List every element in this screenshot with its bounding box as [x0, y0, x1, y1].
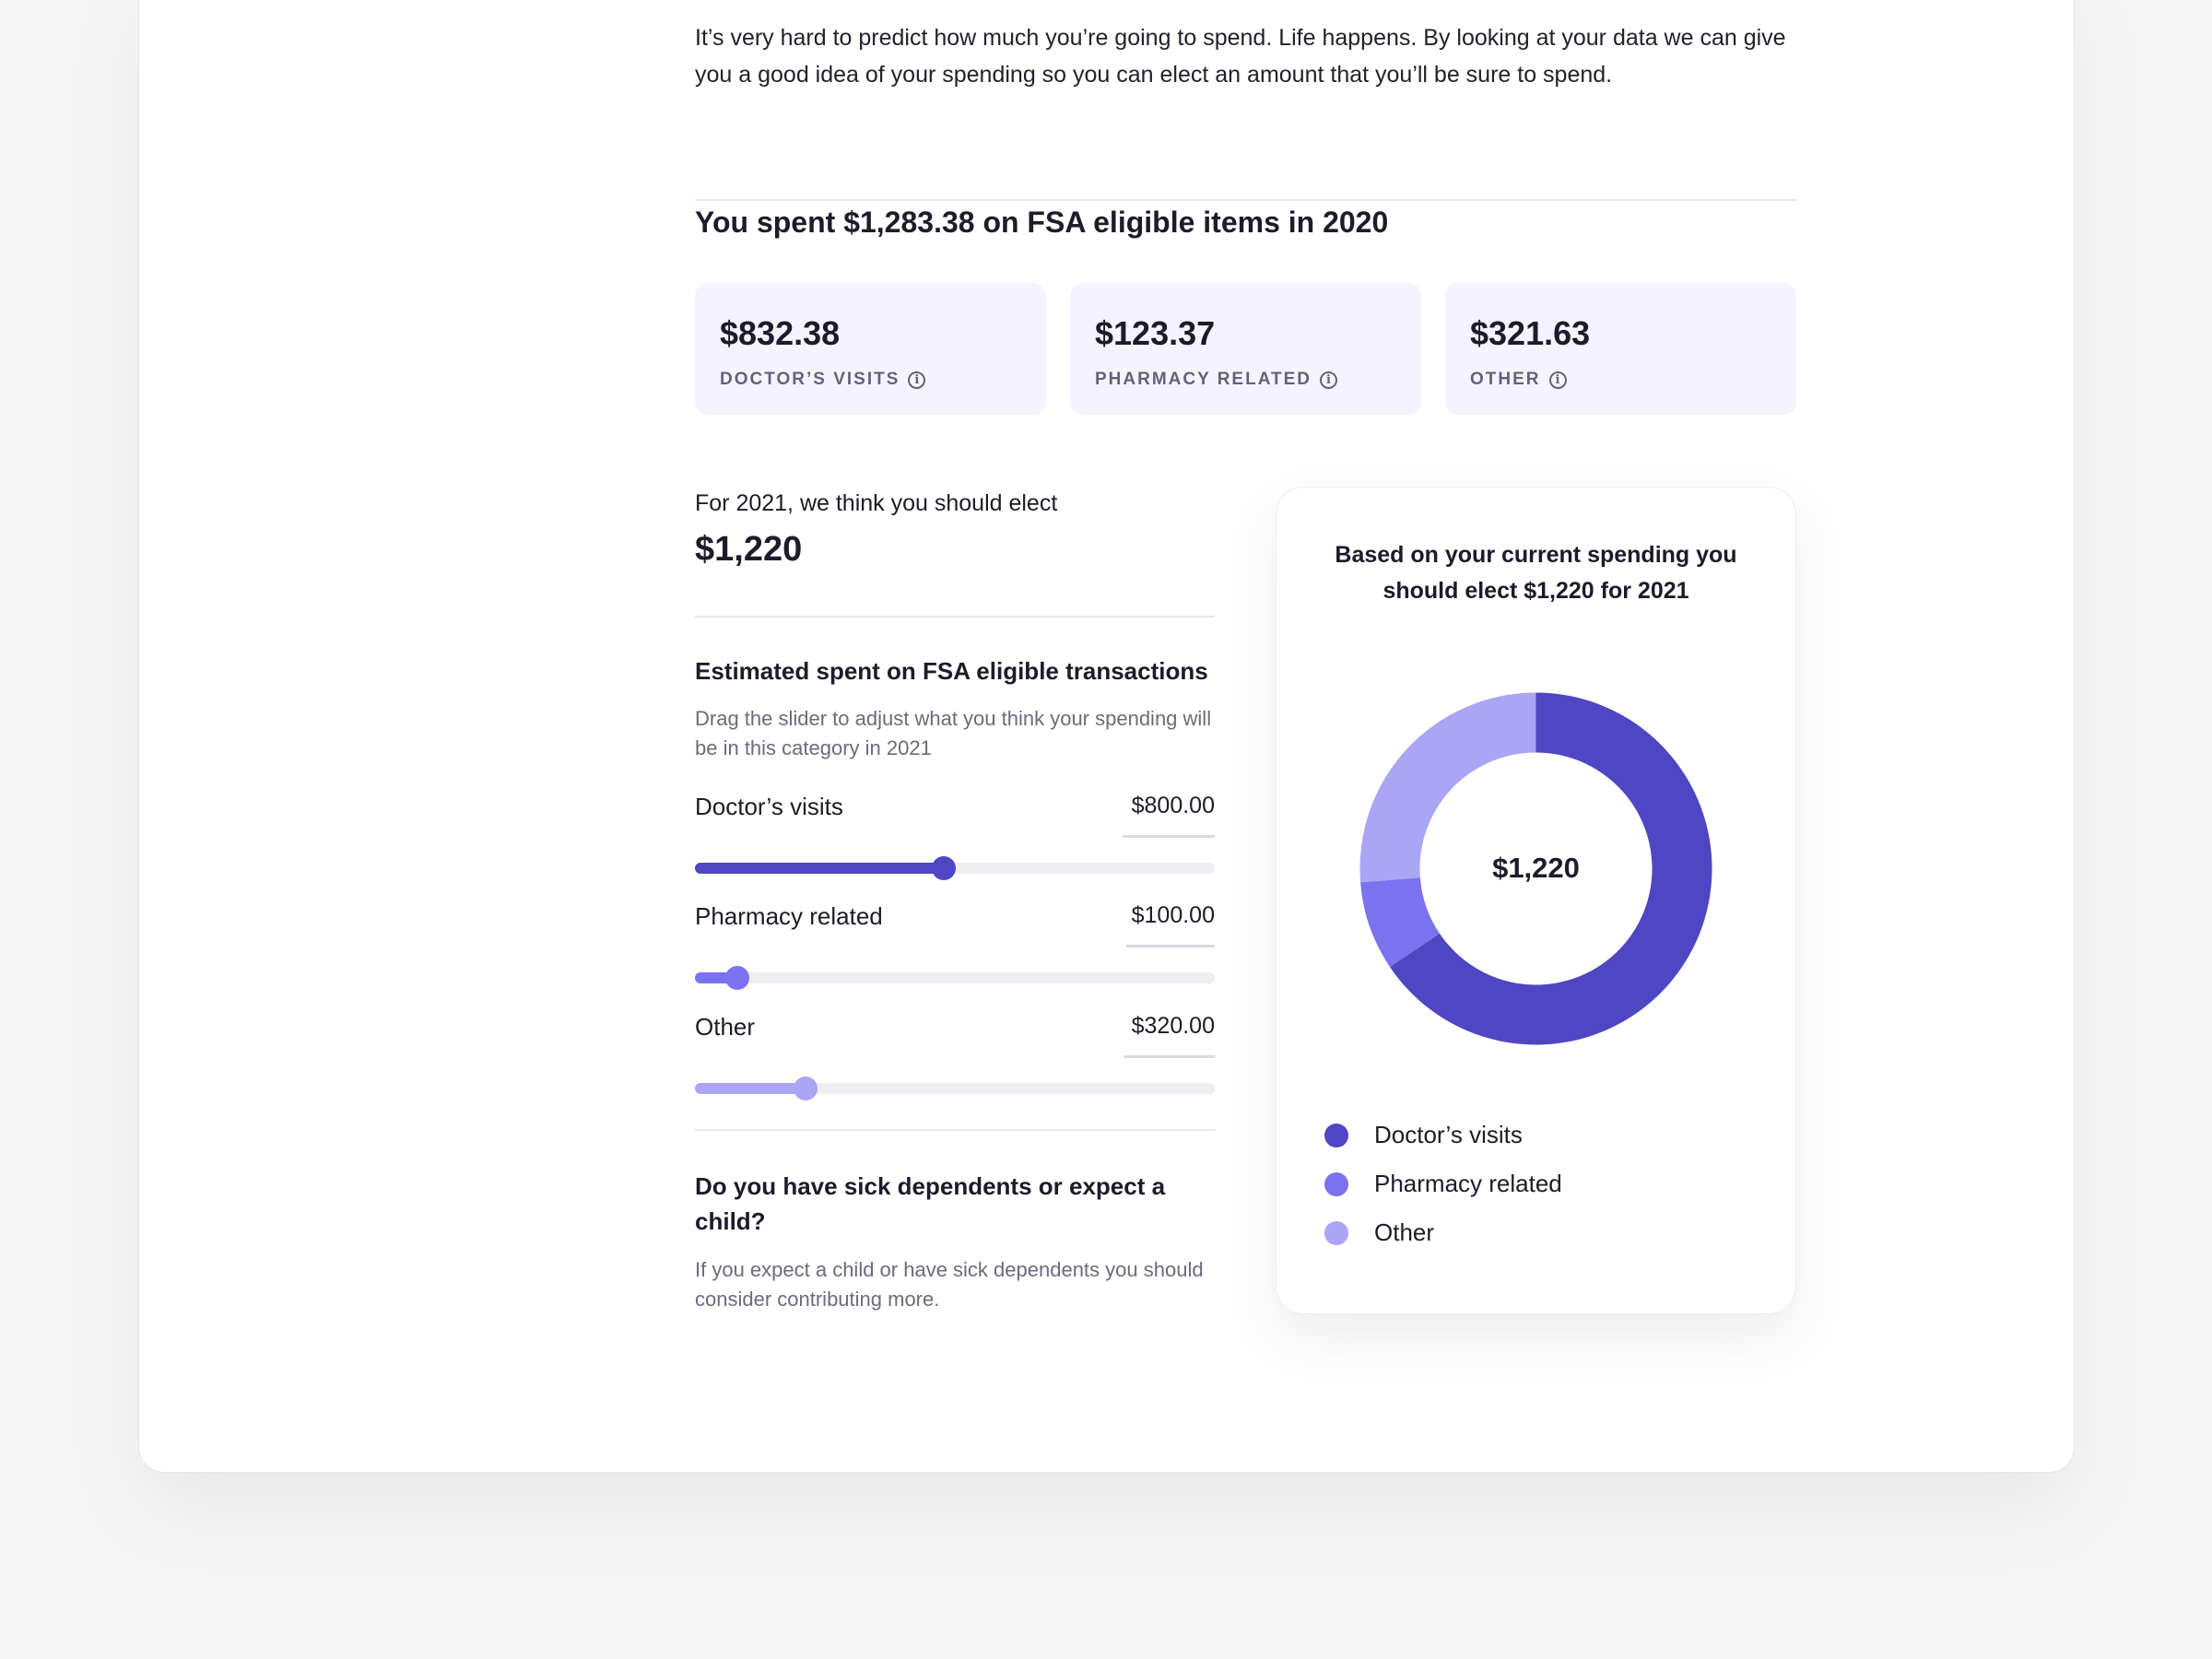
stat-value: $321.63: [1470, 314, 1591, 352]
recommendation-value: $1,220: [695, 530, 803, 569]
slider-thumb[interactable]: [932, 856, 956, 880]
slider-pharmacy-related[interactable]: [695, 972, 1215, 983]
stat-label-text: PHARMACY RELATED: [1095, 370, 1312, 389]
stat-label-text: DOCTOR’S VISITS: [720, 370, 900, 389]
stat-card-other: [1445, 283, 1796, 415]
legend-dot: [1324, 1221, 1348, 1245]
spent-heading: You spent $1,283.38 on FSA eligible items in 2020: [695, 206, 1389, 239]
slider-amount-doctors-visits[interactable]: $800.00: [1131, 793, 1215, 818]
estimate-heading: Estimated spent on FSA eligible transactions: [695, 657, 1208, 685]
amount-underline: [1124, 1055, 1215, 1058]
info-icon[interactable]: i: [908, 371, 925, 389]
slider-amount-other[interactable]: $320.00: [1131, 1013, 1215, 1039]
sick-dependents-heading: Do you have sick dependents or expect a child?: [695, 1172, 1166, 1235]
legend-label: Pharmacy related: [1374, 1170, 1562, 1197]
legend-label: Other: [1374, 1218, 1435, 1246]
intro-text: It’s very hard to predict how much you’re going to spend. Life happens. By looking at your data we can give you a good idea of your spending so you can elect an amount that you’ll be sure to spend.: [695, 25, 1786, 88]
slider-label-pharmacy-related: Pharmacy related: [695, 902, 883, 930]
stat-label: [1470, 370, 1567, 390]
slider-thumb[interactable]: [794, 1077, 818, 1100]
main-card: [138, 0, 2075, 1473]
stat-value: $832.38: [720, 314, 841, 352]
donut-center-label: $1,220: [1492, 852, 1580, 884]
stat-card-doctors-visits: [695, 283, 1046, 415]
slider-other[interactable]: [695, 1083, 1215, 1094]
amount-underline: [1126, 945, 1215, 947]
recommendation-label: For 2021, we think you should elect: [695, 490, 1058, 516]
slider-thumb[interactable]: [725, 966, 749, 990]
legend-dot: [1324, 1172, 1348, 1196]
slider-fill: [695, 863, 944, 874]
stat-label-text: OTHER: [1470, 370, 1541, 389]
info-icon[interactable]: i: [1320, 371, 1337, 389]
divider: [695, 616, 1215, 618]
sick-dependents-help-text: If you expect a child or have sick dependents you should consider contributing more.: [695, 1258, 1204, 1311]
chart-card: [1276, 487, 1796, 1314]
slider-doctors-visits[interactable]: [695, 863, 1215, 874]
stat-value: $123.37: [1095, 314, 1216, 352]
chart-title: Based on your current spending you should elect $1,220 for 2021: [1335, 542, 1737, 604]
divider: [695, 199, 1797, 201]
legend-item-other: [1324, 1218, 1434, 1247]
legend-item-doctors-visits: [1324, 1121, 1523, 1149]
legend-item-pharmacy-related: [1324, 1170, 1562, 1198]
amount-underline: [1123, 835, 1215, 838]
legend-dot: [1324, 1124, 1348, 1147]
estimate-help-text: Drag the slider to adjust what you think your spending will be in this category in 2021: [695, 707, 1212, 759]
slider-label-doctors-visits: Doctor’s visits: [695, 793, 843, 820]
slider-label-other: Other: [695, 1013, 756, 1041]
slider-fill: [695, 1083, 806, 1094]
info-icon[interactable]: i: [1549, 371, 1567, 389]
stat-label: [1095, 370, 1337, 390]
legend-label: Doctor’s visits: [1374, 1121, 1523, 1148]
slider-amount-pharmacy-related[interactable]: $100.00: [1131, 902, 1215, 928]
stat-card-pharmacy-related: [1070, 283, 1421, 415]
divider: [695, 1129, 1215, 1131]
stat-label: [720, 370, 925, 390]
